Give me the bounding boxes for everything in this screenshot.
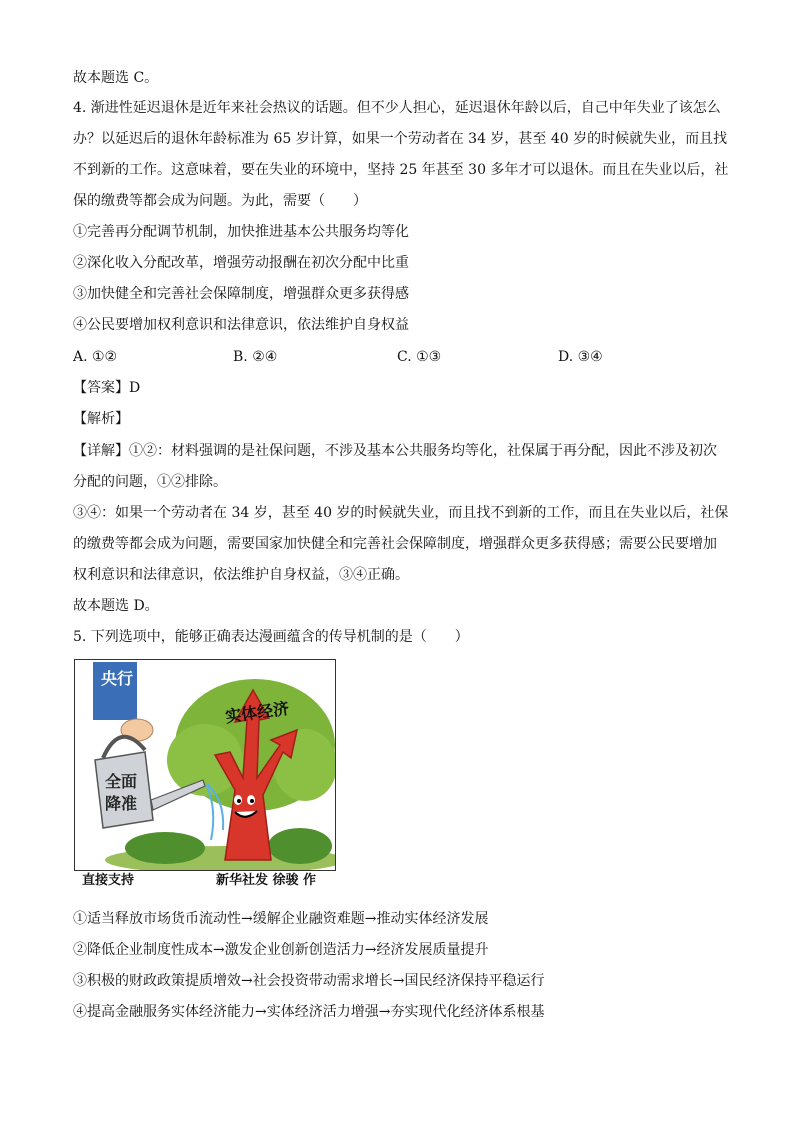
q4-statement: ④公民要增加权利意识和法律意识，依法维护自身权益 [73,317,409,333]
q5-statement: ③积极的财政政策提质增效→社会投资带动需求增长→国民经济保持平稳运行 [73,973,545,989]
q4-option-d: D. ③④ [558,349,603,365]
q4-option-c: C. ①③ [397,349,442,365]
tree-pupil [250,799,254,803]
q4-answer: 【答案】D [73,380,141,396]
q4-stem-line: 保的缴费等都会成为问题。为此，需要（ ） [73,193,367,209]
q4-detail-line: 的缴费等都会成为问题，需要国家加快健全和完善社会保障制度，增强群众更多获得感；需要公民要增加 [73,536,717,552]
q4-analysis-label: 【解析】 [73,411,129,427]
q4-detail-line: ③④：如果一个劳动者在 34 岁，甚至 40 岁的时候就失业，而且找不到新的工作，而且在失业以后，社保 [73,505,729,521]
bush-left [125,832,205,864]
q4-statement: ②深化收入分配改革，增强劳动报酬在初次分配中比重 [73,255,409,271]
q5-statement: ①适当释放市场货币流动性→缓解企业融资难题→推动实体经济发展 [73,911,489,927]
q4-detail-line: 分配的问题，①②排除。 [73,474,227,490]
cartoon-image [74,659,336,871]
bush-right [268,828,332,864]
q4-statement: ①完善再分配调节机制，加快推进基本公共服务均等化 [73,224,409,240]
q4-stem-line: 办？以延迟后的退休年龄标准为 65 岁计算，如果一个劳动者在 34 岁，甚至 40 岁的时候就失业，而且找 [73,131,728,147]
can-label-line-1: 全面 [105,772,138,791]
tree-label: 实体经济 [224,698,291,727]
q4-statement: ③加快健全和完善社会保障制度，增强群众更多获得感 [73,286,409,302]
tree-pupil [237,799,241,803]
cartoon-caption-right: 新华社发 徐骏 作 [216,873,317,888]
sleeve-label: 央行 [100,669,133,688]
q4-stem-line: 不到新的工作。这意味着，要在失业的环境中，坚持 25 年甚至 30 多年才可以退休。而且在失业以后，社 [73,162,729,178]
q4-option-a: A. ①② [73,349,118,365]
q5-statement: ②降低企业制度性成本→激发企业创新创造活力→经济发展质量提升 [73,942,489,958]
prev-conclusion: 故本题选 C。 [73,70,159,86]
cartoon-drawing [75,660,335,870]
q4-conclusion: 故本题选 D。 [73,598,159,614]
q4-option-b: B. ②④ [233,349,278,365]
q4-detail-line: 【详解】①②：材料强调的是社保问题，不涉及基本公共服务均等化，社保属于再分配，因此不涉及初次 [73,443,717,459]
q5-statement: ④提高金融服务实体经济能力→实体经济活力增强→夯实现代化经济体系根基 [73,1004,545,1020]
q5-stem: 5. 下列选项中，能够正确表达漫画蕴含的传导机制的是（ ） [73,629,469,645]
cartoon-caption-left: 直接支持 [82,873,135,888]
can-label-line-2: 降准 [105,794,138,813]
q4-stem-line: 4. 渐进性延迟退休是近年来社会热议的话题。但不少人担心，延迟退休年龄以后，自己中年失业了该怎么 [73,100,721,116]
q4-detail-line: 权利意识和法律意识，依法维护自身权益，③④正确。 [73,567,409,583]
